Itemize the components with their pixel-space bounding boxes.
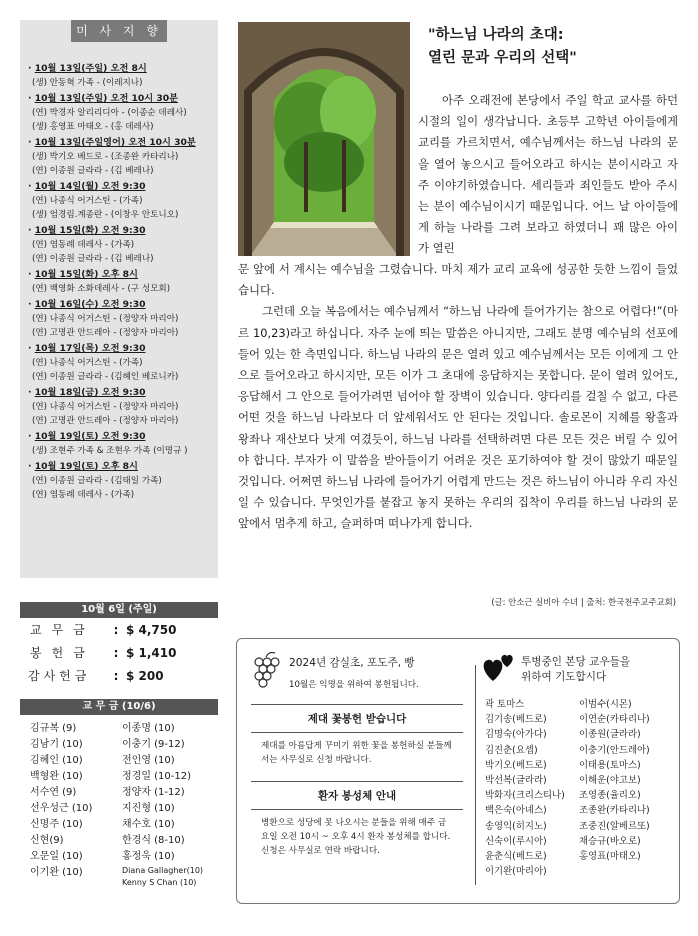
- offering-amount: $ 4,750: [126, 622, 177, 637]
- donor-name: 지진형 (10): [122, 803, 175, 814]
- hearts-icon: [483, 653, 515, 683]
- mass-heading: [28, 180, 212, 194]
- mass-entry: [28, 136, 212, 178]
- article-title-line: 열린 문과 우리의 선택": [428, 50, 577, 66]
- colon: :: [113, 668, 119, 683]
- colon: :: [113, 622, 119, 637]
- donor-title: 교 무 금 (10/6): [20, 699, 218, 715]
- mass-intention: (연) 이종원 글라라 - (김 베레나): [32, 166, 154, 176]
- article-text: 문 앞에 서 계시는 예수님을 그렸습니다. 마치 제가 교리 교육에 성공한 듯한 느낌이 들었습니다.: [238, 262, 678, 298]
- prayer-name: 윤춘식(베드로): [485, 851, 547, 863]
- mass-intention: (생) 안동혁 가족 - (이레지나): [32, 78, 143, 88]
- grape-notice: [251, 651, 463, 690]
- donor-name: 김남기 (10): [30, 739, 83, 750]
- mass-heading: [28, 224, 212, 238]
- prayer-name: 박선복(글라라): [485, 775, 547, 787]
- mass-intention-list: [28, 62, 212, 502]
- prayer-name: 이범수(시몬): [579, 699, 632, 710]
- flower-title: 제대 꽃봉헌 받습니다: [307, 713, 407, 725]
- donor-name: 이종명 (10): [122, 723, 175, 734]
- mass-entry: [28, 224, 212, 266]
- mass-entry: [28, 430, 212, 458]
- donor-name: 이기완 (10): [30, 867, 83, 878]
- prayer-column: [579, 697, 673, 879]
- prayer-name: 박화자(크리스티나): [485, 790, 565, 802]
- donor-grid: [20, 715, 218, 889]
- prayer-name: 곽 토마스: [485, 699, 525, 710]
- offering-row: [20, 664, 218, 687]
- offering-date: 10월 6일 (주일): [20, 602, 218, 618]
- mass-time: 10월 19일(토) 오전 9:30: [34, 431, 146, 442]
- prayer-name: 조종완(카타리나): [579, 805, 650, 817]
- mass-heading: [28, 460, 212, 474]
- bullet: ·: [28, 63, 35, 74]
- mass-heading: [28, 268, 212, 282]
- colon: :: [113, 645, 119, 660]
- offering-row: [20, 641, 218, 664]
- prayer-name: 송영익(히지노): [485, 820, 547, 832]
- mass-intention: (연) 나종식 어거스틴 - (가족): [32, 196, 143, 206]
- mass-time: 10월 13일(주일) 오전 8시: [34, 63, 147, 74]
- notice-box: [236, 638, 680, 904]
- mass-heading: [28, 298, 212, 312]
- prayer-name: 박기오(베드로): [485, 759, 547, 771]
- offering-amount: $ 200: [126, 668, 164, 683]
- prayer-name: 이기완(마리아): [485, 866, 547, 878]
- offering-amount: $ 1,410: [126, 645, 177, 660]
- offering-section: [20, 602, 218, 687]
- mass-intention: (생) 홍영표 마태오 - (홍 데레사): [32, 122, 154, 132]
- donor-name: 백형완 (10): [30, 771, 83, 782]
- article-title: [428, 24, 678, 70]
- mass-entry: [28, 342, 212, 384]
- donor-name: Kenny S Chan (10): [122, 878, 197, 887]
- mass-intention: (연) 박경자 알리리디아 - (이종순 데레사): [32, 108, 187, 118]
- mass-intention: (연) 염동례 데레사 - (가족): [32, 240, 135, 250]
- mass-intention: (연) 나종식 어거스틴 - (가족): [32, 358, 143, 368]
- bullet: ·: [28, 343, 35, 354]
- donor-name: 김혜인 (10): [30, 755, 83, 766]
- prayer-name: 조중진(알베르또): [579, 820, 650, 832]
- mass-intention: (연) 나종식 어거스틴 - (정양자 마리아): [32, 314, 179, 324]
- donor-name: 이충기 (9-12): [122, 739, 185, 750]
- mass-heading: [28, 386, 212, 400]
- mass-entry: [28, 92, 212, 134]
- sick-body: 병환으로 성당에 못 나오시는 분들을 위해 매주 금요일 오전 10시 ~ 오후 4시 환자 봉성체를 합니다. 신청은 사무실로 연락 바랍니다.: [261, 818, 451, 856]
- grapes-icon: [251, 651, 281, 689]
- mass-intentions-title: 미 사 지 향: [71, 20, 167, 42]
- article-text: 그런데 오늘 복음에서는 예수님께서 “하느님 나라에 들어가기는 참으로 어렵다!”(마르 10,23)라고 하십니다. 자주 눈에 띄는 말씀은 아니지만, 그래도 분명 예수님의 선포에 들어 있는 한 측면입니다. 하느님 나라의 문은 열려 있고 예수님께서는 모든 이에게 그 안으로 들어오라고 하시지만, 모든 이가 그 초대에 응답하지는 못합니다. 문이 열려 있어도, 응답해서 그 안으로 들어가려면 넘어야 할 장벽이 있습니다. 양다리를 걸칠 수 없고, 다른 어떤 것을 하느님 나라보다 더 앞세워서도 안 된다는 것입니다. 솔로몬이 지혜를 왕홀과 왕좌나 재산보다 낫게 여겼듯이, 하느님 나라를 선택하려면 다른 모든 것은 버릴 수 있어야 합니다. 부자가 이 말씀을 받아들이기 어려운 것은 포기하여야 할 것이 많았기 때문일 것입니다. 어쩌면 하느님 나라에 들어가기 어렵게 만드는 것은 하느님이 아니라 우리 자신일 수 있습니다. 무엇인가를 붙잡고 놓지 못하는 우리의 집착이 우리를 하느님 나라의 문 앞에서 멈추게 하고, 슬퍼하며 떠나가게 합니다.: [238, 304, 678, 531]
- sick-title: 환자 봉성체 안내: [317, 790, 397, 802]
- bullet: ·: [28, 181, 35, 192]
- prayer-title: [521, 655, 630, 685]
- mass-intention: (연) 이종원 글라라 - (김혜인 베로니카): [32, 372, 179, 382]
- divider: [251, 704, 463, 705]
- donor-section: [20, 699, 218, 889]
- bullet: ·: [28, 387, 35, 398]
- donor-name: Diana Gallagher(10): [122, 866, 204, 875]
- donor-name: 김규복 (9): [30, 723, 77, 734]
- prayer-name: 조영종(율리오): [579, 790, 641, 802]
- prayer-name: 이연순(카타리나): [579, 714, 650, 726]
- mass-intention: (연) 이종원 글라라 - (김 베레나): [32, 254, 154, 264]
- mass-entry: [28, 386, 212, 428]
- prayer-title-line: 위하여 기도합시다: [521, 671, 607, 683]
- donor-name: 전인영 (10): [122, 755, 175, 766]
- mass-intention: (연) 백영화 소화데레사 - (구 성모회): [32, 284, 171, 294]
- offering-label: 교무금: [30, 623, 95, 637]
- article-paragraph-top: [418, 90, 678, 260]
- mass-time: 10월 13일(주일) 오전 10시 30분: [34, 93, 179, 104]
- donor-name: 신명주 (10): [30, 819, 83, 830]
- offering-label: 감사헌금: [28, 669, 91, 683]
- column-divider: [475, 665, 476, 885]
- bullet: ·: [28, 299, 35, 310]
- donor-name: 선우성근 (10): [30, 803, 93, 814]
- donor-name: 채수호 (10): [122, 819, 175, 830]
- prayer-name: 김기송(베드로): [485, 714, 547, 726]
- mass-intention: (연) 고명관 안드레아 - (정양자 마리아): [32, 416, 179, 426]
- mass-heading: [28, 430, 212, 444]
- announcements: [251, 651, 463, 858]
- mass-intention: (연) 나종식 어거스틴 - (정양자 마리아): [32, 402, 179, 412]
- mass-entry: [28, 460, 212, 502]
- mass-time: 10월 17일(목) 오전 9:30: [34, 343, 146, 354]
- mass-intention: (생) 엄경림.계종란 - (이창우 안토니오): [32, 210, 179, 220]
- mass-intentions-panel: [20, 20, 218, 578]
- donor-column: [30, 721, 122, 889]
- prayer-name: 백은숙(아녜스): [485, 805, 547, 817]
- prayer-name: 김명숙(아가다): [485, 729, 547, 741]
- mass-intention: (연) 고명관 안드레아 - (정양자 마리아): [32, 328, 179, 338]
- prayer-name: 채승규(바오로): [579, 835, 641, 847]
- prayer-name: 이태용(토마스): [579, 759, 641, 771]
- bullet: ·: [28, 431, 35, 442]
- mass-entry: [28, 180, 212, 222]
- mass-time: 10월 16일(수) 오전 9:30: [34, 299, 146, 310]
- prayer-list: [483, 653, 673, 879]
- grape-text: [289, 655, 419, 690]
- mass-intention: (생) 조현주 가족 & 조현우 가족 (이명규 ): [32, 446, 188, 456]
- mass-heading: [28, 62, 212, 76]
- prayer-column: [485, 697, 579, 879]
- mass-time: 10월 13일(주일영어) 오전 10시 30분: [34, 137, 196, 148]
- mass-intention: (연) 염동례 데레사 - (가족): [32, 490, 135, 500]
- mass-intention: (생) 박기오 베드로 - (조종완 카타리나): [32, 152, 179, 162]
- left-column: [20, 20, 218, 889]
- mass-time: 10월 15일(화) 오전 9:30: [34, 225, 146, 236]
- prayer-title-line: 투병중인 본당 교우들을: [521, 656, 631, 668]
- donor-name: 정경일 (10-12): [122, 771, 192, 782]
- bullet: ·: [28, 225, 35, 236]
- article-text: 아주 오래전에 본당에서 주일 학교 교사를 하던 시절의 일이 생각납니다. 초등부 고학년 아이들에게 교리를 가르치면서, 예수님께서는 하느님 나라의 문을 열어 놓으시고 들어오라고 하시는 분이시라고 자주 이야기하였습니다. 세리들과 죄인들도 받아 주시는 분이 예수님이시기 때문입니다. 어느 날 아이들에게 하늘 나라를 그려 보라고 하였더니 꽤 많은 아이가 열린: [418, 93, 678, 256]
- mass-time: 10월 19일(토) 오후 8시: [34, 461, 138, 472]
- divider: [251, 809, 463, 810]
- donor-name: 서수연 (9): [30, 787, 77, 798]
- offering-row: [20, 618, 218, 641]
- flower-body: 제대를 아름답게 꾸미기 위한 꽃을 봉헌하실 분들께서는 사무실로 신청 바랍니다.: [261, 741, 452, 765]
- mass-intention: (연) 이종원 글라라 - (김태일 가족): [32, 476, 162, 486]
- article-title-line: "하느님 나라의 초대:: [428, 27, 564, 43]
- mass-time: 10월 18일(금) 오전 9:30: [34, 387, 146, 398]
- mass-entry: [28, 268, 212, 296]
- divider: [251, 732, 463, 733]
- bullet: ·: [28, 461, 35, 472]
- mass-heading: [28, 92, 212, 106]
- article-paragraph-bottom: [238, 259, 678, 535]
- donor-name: 오문일 (10): [30, 851, 83, 862]
- donor-name: 홍정욱 (10): [122, 851, 175, 862]
- donor-name: 신현(9): [30, 835, 64, 846]
- prayer-header: [483, 653, 673, 685]
- article-source: (글: 안소근 실비아 수녀 | 출처: 한국천주교주교회): [491, 597, 676, 607]
- donor-name: 정양자 (1-12): [122, 787, 185, 798]
- mass-heading: [28, 136, 212, 150]
- donor-name: 한경식 (8-10): [122, 835, 185, 846]
- bullet: ·: [28, 93, 35, 104]
- prayer-name: 신숙이(루시아): [485, 835, 547, 847]
- prayer-name: 이충기(안드레아): [579, 744, 650, 756]
- mass-time: 10월 15일(화) 오후 8시: [34, 269, 138, 280]
- grape-subtitle: 10월은 익명을 위하여 봉헌됩니다.: [289, 680, 419, 690]
- divider: [251, 781, 463, 782]
- mass-heading: [28, 342, 212, 356]
- door-illustration: [238, 22, 410, 256]
- offering-label: 봉헌금: [30, 646, 95, 660]
- donor-column: [122, 721, 214, 889]
- mass-entry: [28, 62, 212, 90]
- grape-title: 2024년 감실초, 포도주, 빵: [289, 657, 415, 669]
- prayer-name: 이해운(야고보): [579, 775, 641, 787]
- mass-time: 10월 14일(월) 오전 9:30: [34, 181, 146, 192]
- prayer-name: 이종원(글라라): [579, 729, 641, 741]
- open-door-photo: [238, 22, 410, 256]
- bullet: ·: [28, 137, 35, 148]
- prayer-grid: [483, 697, 673, 879]
- prayer-name: 홍영표(마태오): [579, 851, 641, 863]
- prayer-name: 김진춘(요셉): [485, 744, 538, 756]
- mass-entry: [28, 298, 212, 340]
- bullet: ·: [28, 269, 35, 280]
